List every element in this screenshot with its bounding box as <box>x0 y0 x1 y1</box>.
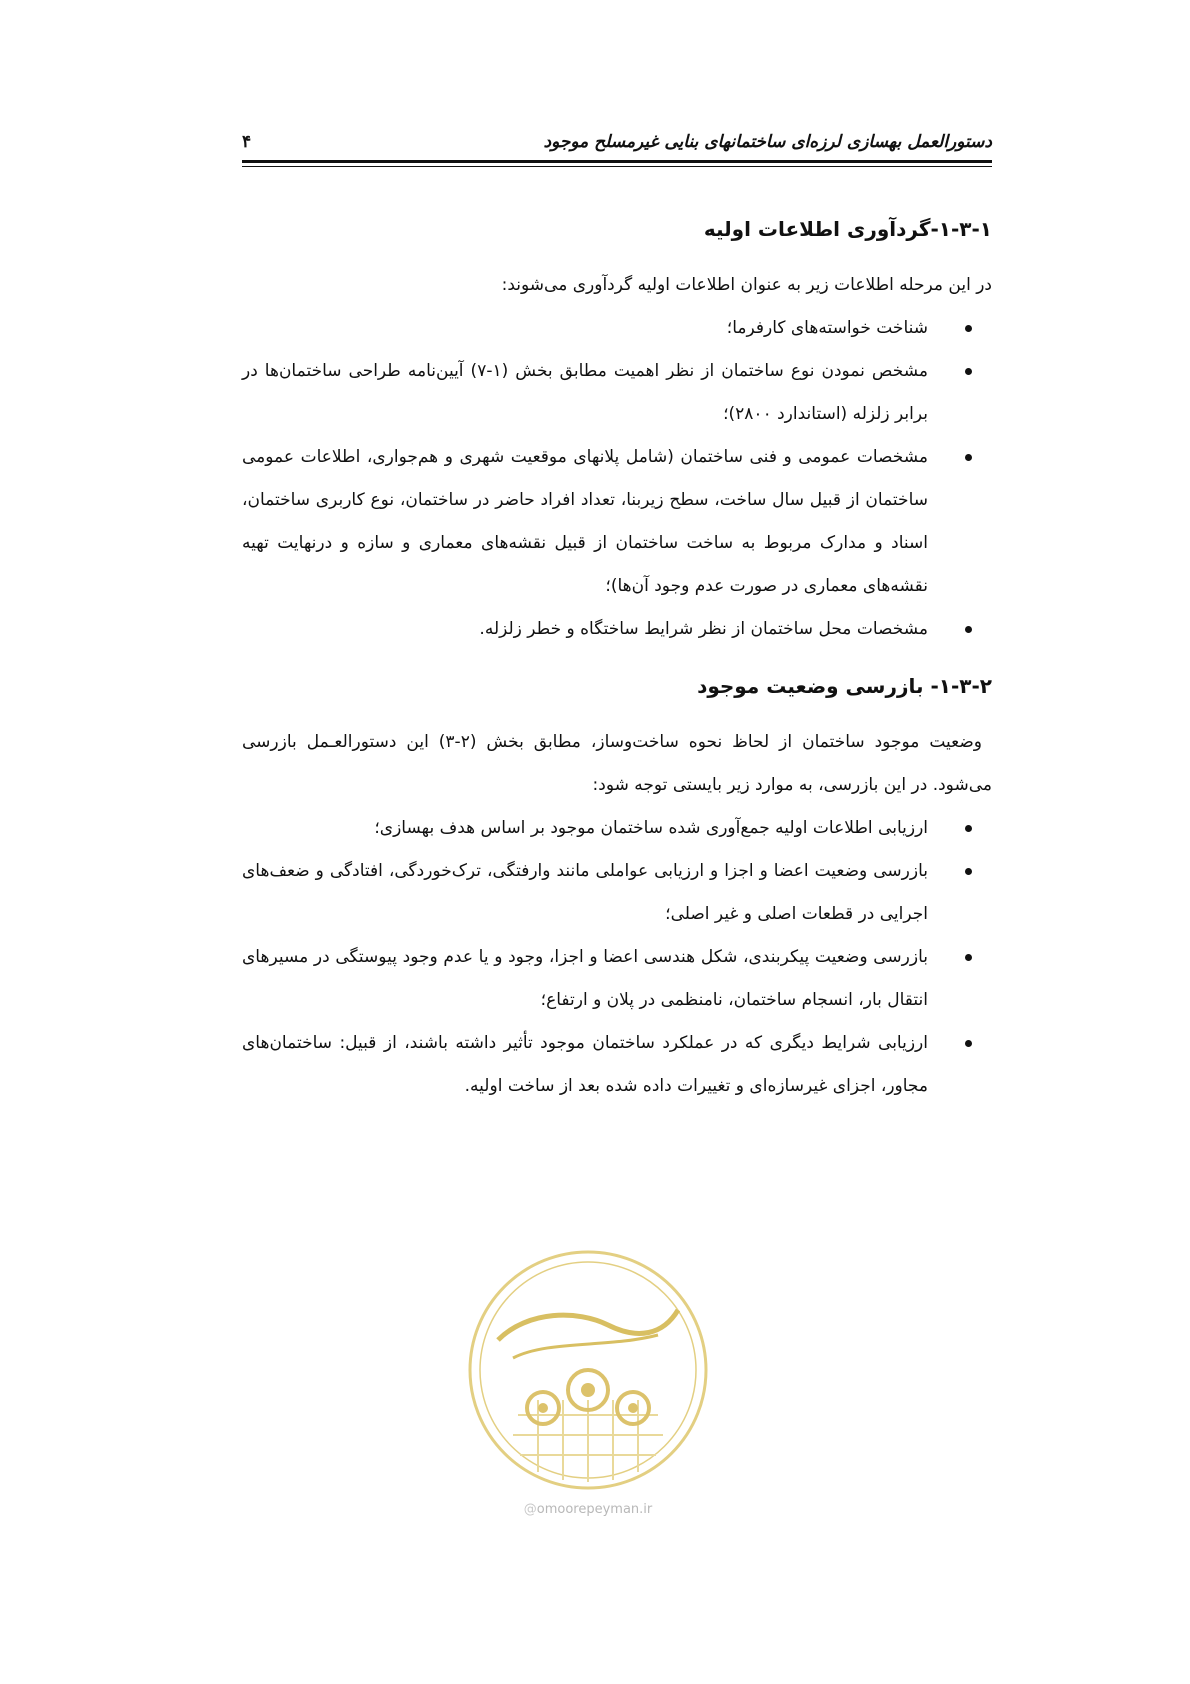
bullet-icon <box>965 1040 972 1047</box>
page-content <box>242 212 992 1108</box>
list-item-text: شناخت خواسته‌های کارفرما؛ <box>726 318 928 338</box>
bullet-icon <box>965 454 972 461</box>
list-item <box>242 1022 992 1108</box>
list-item <box>242 850 992 936</box>
watermark-caption <box>456 1502 720 1517</box>
list-item <box>242 436 992 608</box>
bullet-list-inspection <box>242 807 992 1108</box>
section-heading-initial-data: ۱-۳-۱-گردآوری اطلاعات اولیه <box>703 217 992 241</box>
bullet-icon <box>965 868 972 875</box>
list-item-text: مشخصات عمومی و فنی ساختمان (شامل پلانهای موقعیت شهری و هم‌جواری، اطلاعات عمومی ساختمان از قبیل سال ساخت، سطح زیربنا، تعداد افراد حاضر در ساختمان، نوع کاربری ساختمان، اسناد و مدارک مربوط به ساخت ساختمان از قبیل نقشه‌های معماری و سازه و درنهایت تهیه نقشه‌های معماری در صورت عدم وجود آن‌ها)؛ <box>242 447 928 596</box>
watermark-caption-at: @ <box>523 1502 537 1517</box>
watermark-logo-icon <box>458 1240 718 1500</box>
header-rule-thick <box>242 160 992 163</box>
bullet-icon <box>965 954 972 961</box>
list-item <box>242 807 992 850</box>
list-item <box>242 307 992 350</box>
running-title: دستورالعمل بهسازی لرزه‌ای ساختمانهای بنایی غیرمسلح موجود <box>543 132 992 152</box>
list-item-text: ارزیابی شرایط دیگری که در عملکرد ساختمان موجود تأثیر داشته باشند، از قبیل: ساختمان‌های مجاور، اجزای غیرسازه‌ای و تغییرات داده شده بعد از ساخت اولیه. <box>242 1033 928 1096</box>
bullet-icon <box>965 626 972 633</box>
bullet-icon <box>965 325 972 332</box>
section-intro-inspection: وضعیت موجود ساختمان از لحاظ نحوه ساخت‌وساز، مطابق بخش (۲-۳) این دستورالعـمل بازرسی می‌شود. در این بازرسی، به موارد زیر بایستی توجه شود: <box>242 732 992 795</box>
section-intro-initial-data: در این مرحله اطلاعات زیر به عنوان اطلاعات اولیه گردآوری می‌شوند: <box>501 275 992 295</box>
list-item <box>242 350 992 436</box>
watermark-logo <box>458 1240 718 1500</box>
bullet-list-initial-data <box>242 307 992 651</box>
header-rule-thin <box>242 166 992 167</box>
list-item-text: مشخصات محل ساختمان از نظر شرایط ساختگاه و خطر زلزله. <box>479 619 928 639</box>
list-item-text: بازرسی وضعیت اعضا و اجزا و ارزیابی عواملی مانند وارفتگی، ترک‌خوردگی، افتادگی و ضعف‌های اجرایی در قطعات اصلی و غیر اصلی؛ <box>242 861 928 924</box>
page-header <box>242 132 992 168</box>
page-number: ۴ <box>242 132 252 152</box>
bullet-icon <box>965 368 972 375</box>
section-heading-inspection: ۱-۳-۲- بازرسی وضعیت موجود <box>697 674 992 698</box>
list-item <box>242 936 992 1022</box>
list-item-text: مشخص نمودن نوع ساختمان از نظر اهمیت مطابق بخش (۱-۷) آیین‌نامه طراحی ساختمان‌ها در برابر زلزله (استاندارد ۲۸۰۰)؛ <box>242 361 928 424</box>
list-item-text: بازرسی وضعیت پیکربندی، شکل هندسی اعضا و اجزا، وجود و یا عدم وجود پیوستگی در مسیرهای انتقال بار، انسجام ساختمان، نامنظمی در پلان و ارتفاع؛ <box>242 947 928 1010</box>
list-item-text: ارزیابی اطلاعات اولیه جمع‌آوری شده ساختمان موجود بر اساس هدف بهسازی؛ <box>374 818 928 838</box>
list-item <box>242 608 992 651</box>
bullet-icon <box>965 825 972 832</box>
watermark-caption-url: omoorepeyman.ir <box>536 1502 653 1517</box>
